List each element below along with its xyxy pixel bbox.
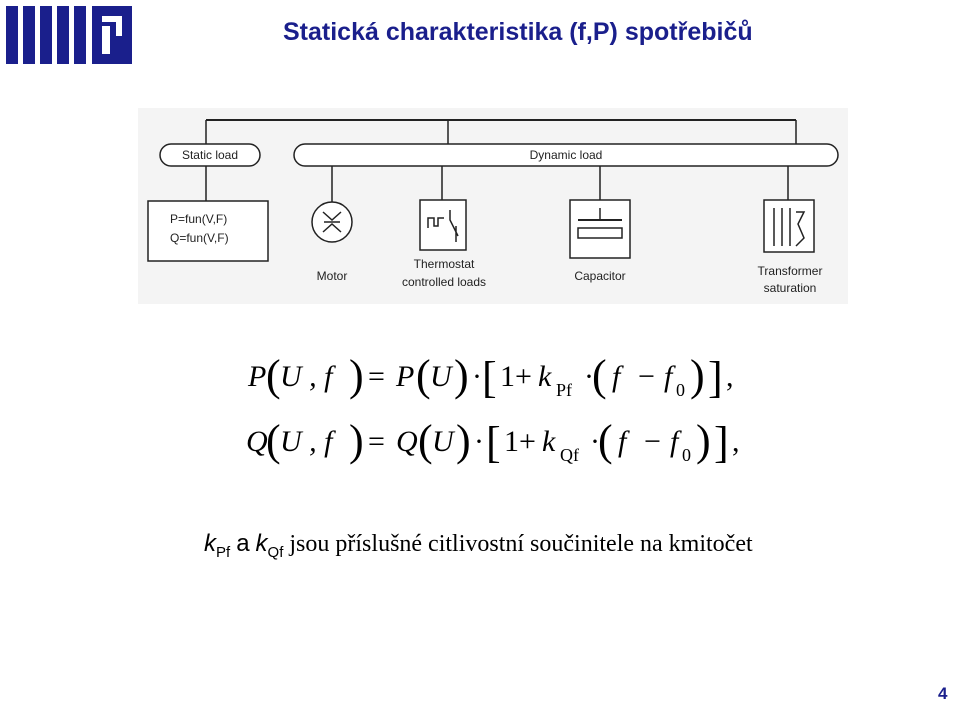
svg-text:): ): [454, 351, 469, 400]
thermostat-icon: [420, 200, 466, 250]
note-k1-sub: Pf: [216, 544, 231, 561]
note-text: jsou příslušné citlivostní součinitele na kmitočet: [289, 531, 753, 557]
svg-text:f: f: [612, 360, 621, 393]
svg-text:U , f: U , f: [280, 425, 333, 458]
capacitor-label: Capacitor: [574, 269, 626, 283]
svg-text:·: ·: [474, 425, 484, 458]
motor-icon: [312, 202, 352, 242]
svg-text:Q: Q: [246, 425, 268, 458]
dynamic-load-label: Dynamic load: [529, 148, 603, 162]
svg-text:1+: 1+: [500, 360, 532, 393]
svg-text:(: (: [266, 416, 281, 465]
svg-text:1+: 1+: [504, 425, 536, 458]
note-k1: k: [204, 530, 216, 557]
transformer-icon: [764, 200, 814, 252]
svg-text:Qf: Qf: [560, 445, 579, 465]
static-load-label: Static load: [181, 148, 239, 162]
transformer-label-1: Transformer: [757, 264, 823, 278]
svg-text:f: f: [670, 425, 679, 458]
thermostat-label-2: controlled loads: [401, 275, 487, 289]
static-formula-q: Q=fun(V,F): [170, 231, 229, 245]
slide-title: Statická charakteristika (f,P) spotřebičů: [283, 18, 753, 46]
equation-q: [246, 416, 740, 467]
svg-text:k: k: [538, 360, 552, 393]
svg-text:]: ]: [714, 418, 729, 467]
svg-text:Q: Q: [396, 425, 418, 458]
static-formula-p: P=fun(V,F): [170, 212, 228, 226]
load-model-diagram: [138, 108, 848, 304]
coefficient-note: [204, 530, 753, 561]
svg-text:]: ]: [708, 353, 723, 402]
svg-text:(: (: [418, 416, 433, 465]
svg-text:−: −: [644, 425, 661, 458]
svg-text:): ): [349, 416, 364, 465]
svg-text:): ): [456, 416, 471, 465]
svg-text:): ): [690, 351, 705, 400]
note-conjunction: a: [236, 530, 250, 557]
svg-text:0: 0: [682, 445, 691, 465]
svg-text:Pf: Pf: [556, 380, 573, 400]
note-k2: k: [255, 530, 268, 557]
thermostat-label-1: Thermostat: [413, 257, 475, 271]
transformer-label-2: saturation: [763, 281, 817, 295]
svg-text:U: U: [432, 425, 454, 458]
svg-text:P: P: [396, 360, 415, 393]
svg-text:f: f: [618, 425, 627, 458]
svg-text:[: [: [486, 418, 501, 467]
motor-label: Motor: [316, 269, 348, 283]
svg-text:): ): [696, 416, 711, 465]
svg-text:(: (: [266, 351, 281, 400]
university-logo: [6, 6, 132, 64]
svg-text:(: (: [416, 351, 431, 400]
svg-text:(: (: [592, 351, 607, 400]
svg-text:(: (: [598, 416, 613, 465]
svg-text:k: k: [542, 425, 556, 458]
svg-text:f: f: [664, 360, 673, 393]
svg-text:,: ,: [726, 360, 734, 393]
page-number: 4: [938, 684, 948, 703]
svg-text:·: ·: [584, 360, 594, 393]
svg-text:·: ·: [590, 425, 600, 458]
svg-text:): ): [349, 351, 364, 400]
svg-text:−: −: [638, 360, 655, 393]
svg-text:U: U: [430, 360, 452, 393]
equation-p: [247, 351, 734, 402]
equations: [240, 340, 760, 472]
svg-text:,: ,: [732, 425, 740, 458]
svg-text:=: =: [368, 425, 385, 458]
note-k2-sub: Qf: [267, 544, 284, 561]
svg-text:[: [: [482, 353, 497, 402]
svg-text:U , f: U , f: [280, 360, 333, 393]
svg-text:0: 0: [676, 380, 685, 400]
svg-text:·: ·: [472, 360, 482, 393]
svg-text:=: =: [368, 360, 385, 393]
svg-text:P: P: [248, 360, 267, 393]
capacitor-icon: [570, 200, 630, 258]
